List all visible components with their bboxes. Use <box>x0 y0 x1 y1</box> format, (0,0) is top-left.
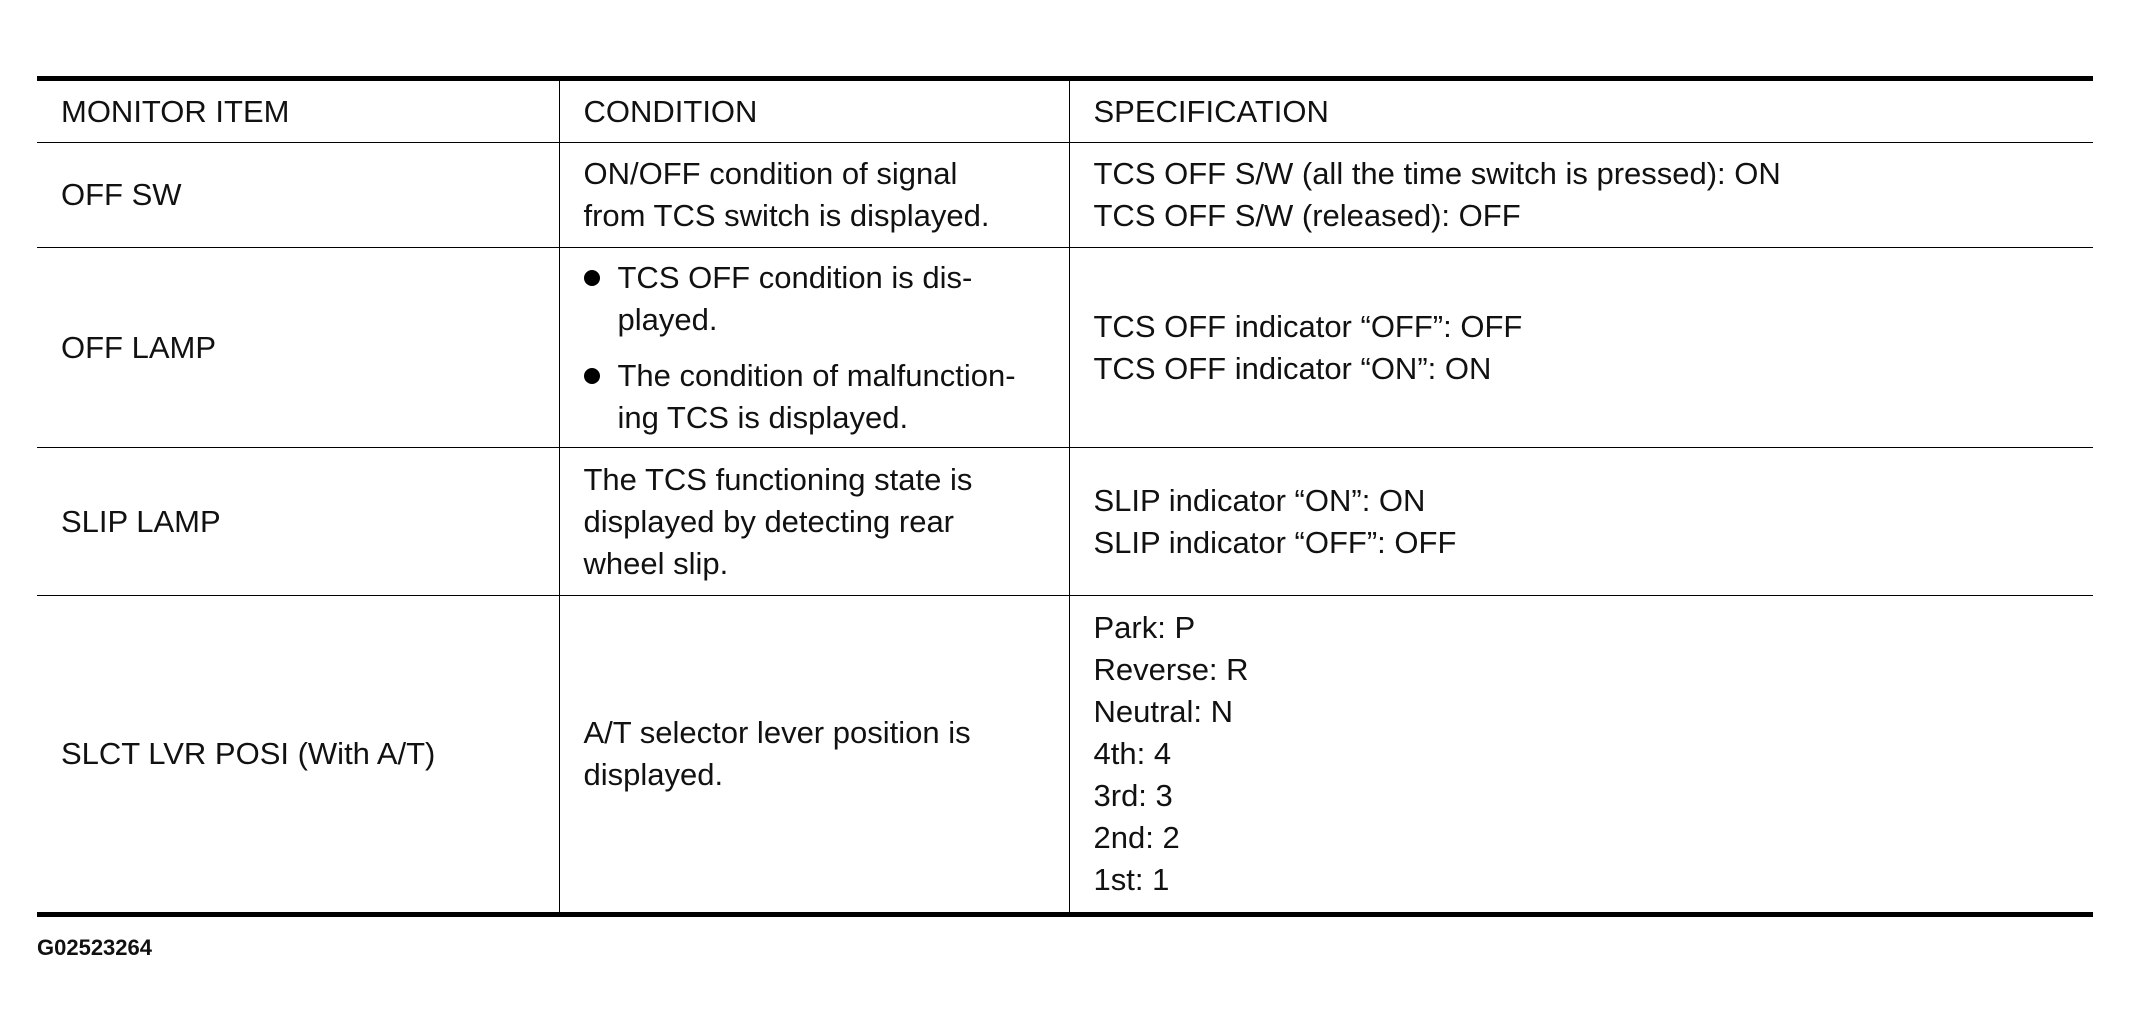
bullet-icon <box>584 368 600 384</box>
specification-line: 2nd: 2 <box>1093 820 1180 855</box>
condition-line: played. <box>617 301 718 337</box>
header-condition: CONDITION <box>559 79 1069 143</box>
specification-line: TCS OFF indicator “OFF”: OFF <box>1093 308 1523 344</box>
condition-line: ing TCS is displayed. <box>617 399 909 435</box>
specification-cell <box>1069 143 2093 248</box>
condition-line: The TCS functioning state is <box>583 461 973 497</box>
specification-line: 3rd: 3 <box>1093 778 1173 813</box>
bullet-icon <box>584 270 600 286</box>
header-specification: SPECIFICATION <box>1069 79 2093 143</box>
table-row <box>37 448 2093 596</box>
condition-bullet-item <box>584 257 1045 341</box>
condition-line: wheel slip. <box>583 545 729 581</box>
condition-line: TCS OFF condition is dis- <box>617 259 973 295</box>
condition-bullet-list <box>584 257 1045 439</box>
specification-line: TCS OFF S/W (released): OFF <box>1093 198 1521 233</box>
specification-line: 1st: 1 <box>1093 862 1170 897</box>
specification-line: Neutral: N <box>1093 694 1234 729</box>
table-header-row <box>37 79 2093 143</box>
monitor-item-cell: OFF LAMP <box>37 248 559 448</box>
specification-line: Reverse: R <box>1093 652 1249 687</box>
specification-line: SLIP indicator “ON”: ON <box>1093 482 1426 518</box>
condition-cell <box>559 596 1069 915</box>
condition-cell <box>559 448 1069 596</box>
monitor-item-cell: OFF SW <box>37 143 559 248</box>
table-row <box>37 143 2093 248</box>
table-row <box>37 248 2093 448</box>
specification-cell <box>1069 596 2093 915</box>
specification-line: Park: P <box>1093 610 1196 645</box>
condition-line: A/T selector lever position is <box>583 715 971 750</box>
monitor-item-table <box>37 76 2093 917</box>
condition-line: from TCS switch is displayed. <box>583 198 990 233</box>
monitor-item-cell: SLCT LVR POSI (With A/T) <box>37 596 559 915</box>
specification-cell <box>1069 248 2093 448</box>
figure-id-label: G02523264 <box>37 935 152 960</box>
specification-line: SLIP indicator “OFF”: OFF <box>1093 524 1457 560</box>
condition-line: displayed by detecting rear <box>583 503 955 539</box>
monitor-item-cell: SLIP LAMP <box>37 448 559 596</box>
header-monitor-item: MONITOR ITEM <box>61 93 290 129</box>
condition-cell <box>559 143 1069 248</box>
specification-cell <box>1069 448 2093 596</box>
condition-line: displayed. <box>583 757 724 792</box>
condition-line: The condition of malfunction- <box>617 357 1016 393</box>
condition-bullet-item <box>584 355 1045 439</box>
condition-cell <box>559 248 1069 448</box>
table-row <box>37 596 2093 915</box>
specification-line: 4th: 4 <box>1093 736 1172 771</box>
condition-line: ON/OFF condition of signal <box>583 156 958 191</box>
specification-line: TCS OFF indicator “ON”: ON <box>1093 350 1492 386</box>
specification-line: TCS OFF S/W (all the time switch is pressed): ON <box>1093 156 1781 191</box>
